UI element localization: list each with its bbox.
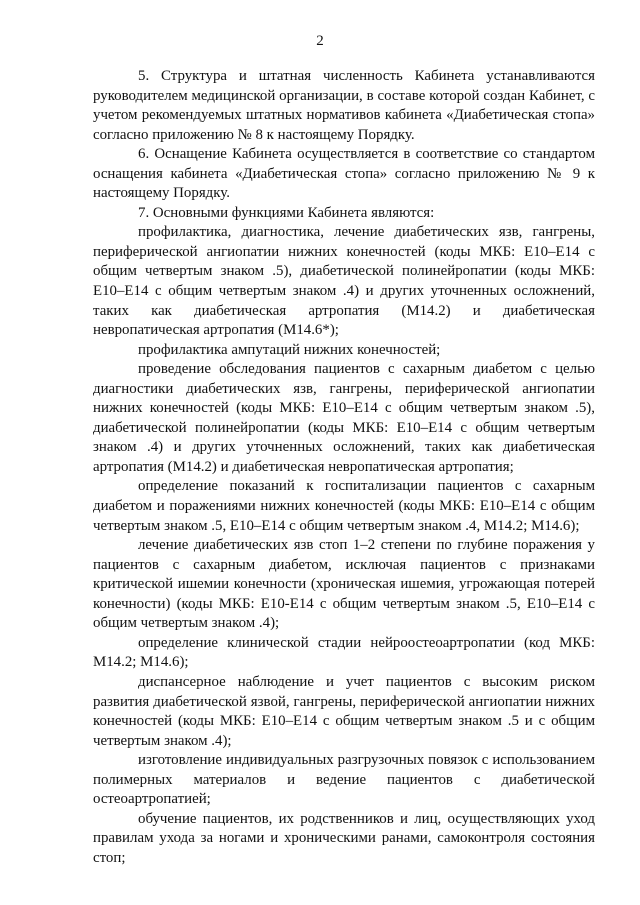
function-item: определение клинической стадии нейроостеоартропатии (код МКБ: М14.2; М14.6); — [93, 634, 595, 671]
function-item: изготовление индивидуальных разгрузочных повязок с использованием полимерных материалов и ведение пациентов с диабетической остеоартропатией; — [93, 752, 595, 808]
function-item: профилактика ампутаций нижних конечностей; — [138, 341, 441, 358]
function-item: профилактика, диагностика, лечение диабетических язв, гангрены, периферической ангиопатии нижних конечностей (коды МКБ: Е10–Е14 с общим четвертым знаком .5), диабетической полинейропатии (коды МКБ: Е10–Е14 с общим четвертым знаком .4) и других уточненных осложнений, таких как диабетическая артропатия (М14.2) и диабетическая невропатическая артропатия (М14.6*); — [93, 224, 595, 339]
function-item: лечение диабетических язв стоп 1–2 степени по глубине поражения у пациентов с сахарным диабетом, исключая пациентов с признаками критической ишемии конечности (хроническая ишемия, угрожающая потерей конечности) (коды МКБ: Е10-Е14 с общим четвертым знаком .5, Е10–Е14 с общим четвертым знаком .4); — [93, 537, 595, 632]
function-item: обучение пациентов, их родственников и лиц, осуществляющих уход правилам ухода за ногами и хроническими ранами, самоконтроля состояния стоп; — [93, 810, 595, 866]
function-item: проведение обследования пациентов с сахарным диабетом с целью диагностики диабетических язв, гангрены, периферической ангиопатии нижних конечностей (коды МКБ: Е10–Е14 с общим четвертым знаком .5), диабетической полинейропатии (коды МКБ: Е10–Е14 с общим четвертым знаком .4) и других уточненных осложнений, таких как диабетическая артропатия (М14.2) и диабетическая невропатическая артропатия; — [93, 361, 595, 475]
document-body — [93, 67, 595, 868]
paragraph-5-structure: 5. Структура и штатная численность Кабинета устанавливаются руководителем медицинской организации, в составе которой создан Кабинет, с учетом рекомендуемых штатных нормативов кабинета «Диабетическая стопа» согласно приложению № 8 к настоящему Порядку. — [93, 68, 595, 143]
function-item: определение показаний к госпитализации пациентов с сахарным диабетом и поражениями нижних конечностей (коды МКБ: Е10–Е14 с общим четвертым знаком .5, Е10–Е14 с общим четвертым знаком .4, М14.2; М14.6); — [93, 478, 595, 534]
function-item: диспансерное наблюдение и учет пациентов с высоким риском развития диабетической язвой, гангрены, периферической ангиопатии нижних конечностей (коды МКБ: Е10–Е14 с общим четвертым знаком .5 и с общим четвертым знаком .4); — [93, 673, 595, 749]
paragraph-6-equipment: 6. Оснащение Кабинета осуществляется в соответствие со стандартом оснащения кабинета «Диабетическая стопа» согласно приложению № 9 к настоящему Порядку. — [93, 146, 595, 202]
page-number: 2 — [316, 33, 324, 49]
paragraph-7-functions-heading: 7. Основными функциями Кабинета являются: — [138, 204, 435, 221]
